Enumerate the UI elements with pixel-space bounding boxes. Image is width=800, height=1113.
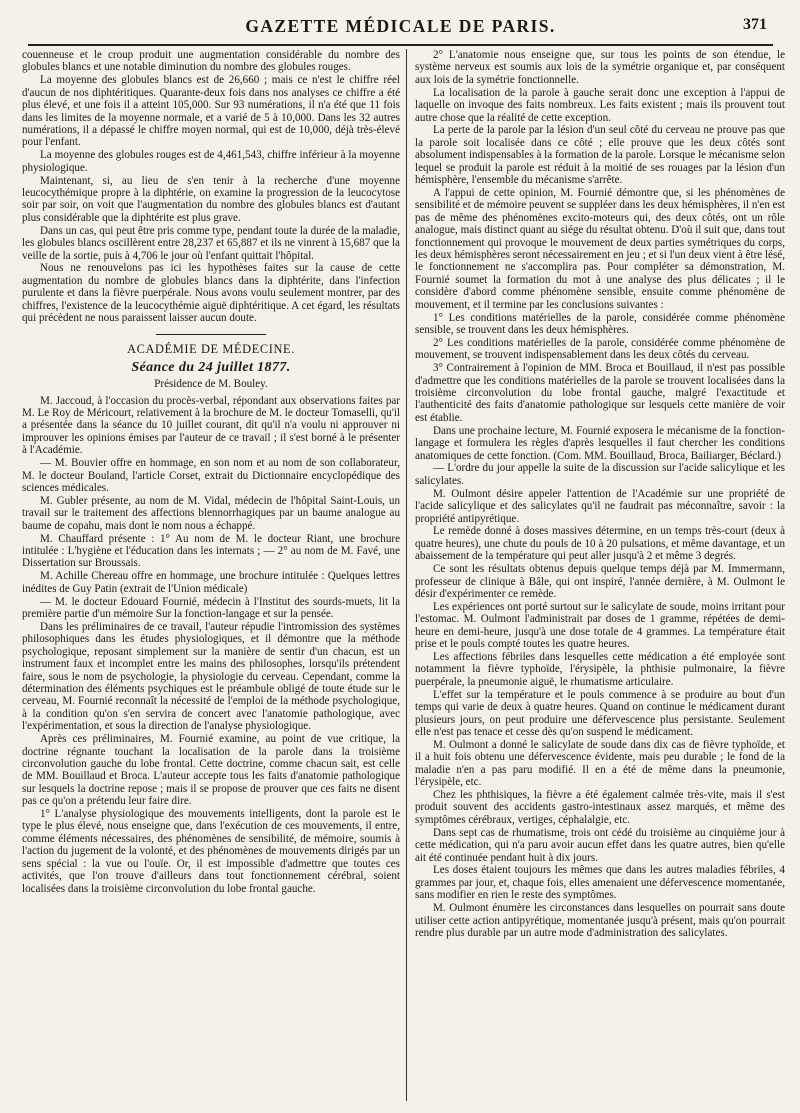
- section-separator: [156, 334, 266, 335]
- paragraph: M. Achille Chereau offre en hommage, une brochure intitulée : Quelques lettres inédites de Guy Patin (extrait de l'Union médicale): [22, 570, 400, 595]
- paragraph: M. Oulmont a donné le salicylate de soude dans dix cas de fièvre typhoïde, et il a huit fois obtenu une défervescence évidente, mais peu durable ; le fond de la maladie n'en a pas paru modifié. Il en a été de même dans la pneumonie, l'érysipèle, etc.: [415, 738, 785, 789]
- paragraph: — L'ordre du jour appelle la suite de la discussion sur l'acide salicylique et les salicylates.: [415, 462, 785, 487]
- paragraph: 2° Les conditions matérielles de la parole, considérée comme phénomène de mouvement, se trouvent indispensablement dans les deux côtés du cerveau.: [415, 336, 785, 362]
- paragraph: 2° L'anatomie nous enseigne que, sur tous les points de son étendue, le système nerveux est soumis aux lois de la symétrie organique et, par conséquent aux lois de la symétrie fonctionnelle.: [415, 49, 785, 86]
- journal-title: GAZETTE MÉDICALE DE PARIS.: [245, 16, 556, 36]
- session-title: Séance du 24 juillet 1877.: [131, 359, 291, 375]
- paragraph: M. Gubler présente, au nom de M. Vidal, médecin de l'hôpital Saint-Louis, un travail sur le traitement des affections blennorrhagiques par un baume analogue au baume de copahu, mais dont le nom nous a échappé.: [22, 494, 400, 532]
- paragraph: Maintenant, si, au lieu de s'en tenir à la recherche d'une moyenne leucocythémique propre à la diphtérie, on examine la progression de la leucocytose soir par soir, on voit que l'augmentation du nombre des globules blancs est d'autant plus considérable que la diphtérite est plus grave.: [22, 174, 400, 224]
- paragraph: Dans une prochaine lecture, M. Fournié exposera le mécanisme de la fonction-langage et formulera les règles d'après lesquelles il faut chercher les conditions anatomiques de cette fonction. (Com. MM. Bouillaud, Broca, Bailiarger, Béclard.): [415, 424, 785, 462]
- paragraph: — M. Bouvier offre en hommage, en son nom et au nom de son collaborateur, M. le docteur Bouland, l'article Corset, extrait du Dictionnaire encyclopédique des sciences médicales.: [22, 457, 400, 494]
- paragraph: Les doses étaient toujours les mêmes que dans les autres maladies fébriles, 4 grammes par jour, et, chaque fois, elles amenaient une défervescence momentanée, sans modifier en rien le reste des symptômes.: [415, 864, 785, 902]
- paragraph: A l'appui de cette opinion, M. Fournié démontre que, si les phénomènes de sensibilité et de mémoire peuvent se suppléer dans les deux hémisphères, il n'en est pas de même des phénomènes excito-moteurs qui, des deux côtés, ont un rôle analogue, mais distinct quant au siége du résultat obtenu. D'où il suit que, dans tout fonctionnement qui provoque le mouvement de deux parties symétriques du corps, les deux hémisphères seront nécessairement en jeu ; et si l'un deux vient à être lésé, le fonctionnement ne s'accomplira pas. Pour compléter sa démonstration, M. Fournié soumet la formation du mot à une analyse des plus délicates ; il le considère d'abord comme phénomène sensible, ensuite comme phénomène de mouvement, et il termine par les conclusions suivantes :: [415, 186, 785, 311]
- column-divider: [406, 49, 407, 1101]
- paragraph: 3° Contrairement à l'opinion de MM. Broca et Bouillaud, il n'est pas possible d'admettre que les conditions matérielles de la parole se trouvent localisées dans la troisième circonvolution du lobe frontal gauche, malgré l'exactitude et l'authenticité des faits d'anatomie pathologique sur lesquels cette manière de voir est établie.: [415, 362, 785, 424]
- paragraph: M. Oulmont désire appeler l'attention de l'Académie sur une propriété de l'acide salicylique et des salicylates qu'il ne faudrait pas méconnaître, savoir : la propriété antipyrétique.: [415, 487, 785, 525]
- section-title: ACADÉMIE DE MÉDECINE.: [127, 342, 295, 357]
- paragraph: La moyenne des globules blancs est de 26,660 ; mais ce n'est le chiffre réel d'aucun de nos diphtéritiques. Quarante-deux fois dans nos analyses ce chiffre a été plus élevé, et une fois il a atteint 105,000. Sur 93 numérations, il n'a été que 11 fois dans les limites de la moyenne normale, et a varié de 5 à 10,000. Dans les 32 autres numérations, il a dépassé le chiffre moyen normal, qui est de 10,000, déjà très-élevé pour l'enfant.: [22, 74, 400, 149]
- paragraph: Ce sont les résultats obtenus depuis quelque temps déjà par M. Immermann, professeur de clinique à Bâle, qui ont inspiré, l'année dernière, à M. Oulmont le désir d'expérimenter ce remède.: [415, 563, 785, 600]
- paragraph: 1° L'analyse physiologique des mouvements intelligents, dont la parole est le type le plus élevé, nous enseigne que, dans l'exécution de ces mouvements, il entre, comme éléments nécessaires, des phénomènes de sensibilité, de mémoire, soumis à l'action du jugement de la volonté, et des phénomènes de mouvements dirigés par un sens spécial : la vue ou l'ouïe. Or, il est impossible d'admettre que toutes ces activités, que l'on trouve d'ailleurs dans tout fonctionnement cérébral, soient localisées dans la troisième circonvolution du lobe frontal gauche.: [22, 808, 400, 895]
- paragraph: 1° Les conditions matérielles de la parole, considérée comme phénomène sensible, se trouvent dans les deux hémisphères.: [415, 311, 785, 336]
- paragraph: M. Jaccoud, à l'occasion du procès-verbal, répondant aux observations faites par M. Le Roy de Méricourt, relativement à la brochure de M. le docteur Tomaselli, qu'il a présentée dans la séance du 10 juillet courant, dit qu'il n'a voulu ni approuver ni improuver les opinions émises par l'auteur de ce travail ; il s'est borné à le présenter à l'Académie.: [22, 394, 400, 457]
- right-column: [415, 49, 785, 1101]
- paragraph: Dans sept cas de rhumatisme, trois ont cédé du troisième au cinquième jour à cette médication, qui n'a paru avoir aucun effet dans les quatre autres, bien qu'elle ait été continuée pendant huit à dix jours.: [415, 826, 785, 864]
- paragraph: Après ces préliminaires, M. Fournié examine, au point de vue critique, la doctrine régnante touchant la localisation de la parole dans la troisième circonvolution gauche du lobe frontal. Cette doctrine, comme chacun sait, est celle de MM. Bouillaud et Broca. L'auteur accepte tous les faits d'anatomie pathologique sur lesquels la doctrine repose ; mais il se propose de prouver que ces faits ne disent pas ce qu'on a prétendu leur faire dire.: [22, 733, 400, 808]
- paragraph: Les affections fébriles dans lesquelles cette médication a été employée sont notamment la fièvre typhoïde, l'érysipèle, la phthisie pulmonaire, la fièvre puerpérale, la pneumonie aiguë, le rhumatisme articulaire.: [415, 651, 785, 688]
- paragraph: M. Oulmont énumère les circonstances dans lesquelles on pourrait sans doute utiliser cette action antipyrétique, momentanée jusqu'à présent, mais qu'on pourrait rendre plus durable par un autre mode d'administration des salicylates.: [415, 902, 785, 939]
- paragraph: La perte de la parole par la lésion d'un seul côté du cerveau ne prouve pas que la parole soit localisée dans ce côté ; elle prouve que les deux côtés sont absolument indispensables à la formation de la parole. Lorsque le mécanisme selon lequel se produit la parole est réduit à la moitié de ses rouages par la lésion d'un hémisphère, l'ensemble du mécanisme s'arrête.: [415, 124, 785, 187]
- page-header: [28, 14, 773, 46]
- paragraph: M. Chauffard présente : 1° Au nom de M. le docteur Riant, une brochure intitulée : L'hygiène et l'éducation dans les internats ; — 2° au nom de M. Favé, une Dissertation sur Broussais.: [22, 532, 400, 570]
- paragraph: Les expériences ont porté surtout sur le salicylate de soude, moins irritant pour l'estomac. M. Oulmont l'administrait par doses de 1 gramme, répétées de demi-heure en demi-heure, jusqu'à une dose totale de 4 grammes. La température était prise et le pouls compté toutes les quatre heures.: [415, 600, 785, 651]
- paragraph: Dans un cas, qui peut être pris comme type, pendant toute la durée de la maladie, les globules blancs oscillèrent entre 28,237 et 65,887 et ils ne vinrent à 15,687 que la veille de la sortie, puis à 4,706 le jour où l'enfant quittait l'hôpital.: [22, 224, 400, 262]
- paragraph: Nous ne renouvelons pas ici les hypothèses faites sur la cause de cette augmentation du nombre de globules blancs dans la diphtérite, dans l'infection purulente et dans la fièvre puerpérale. Nous avons voulu seulement montrer, par des chiffres, l'existence de la leucocythémie aiguë diphtéritique. A cet égard, les résultats qui précèdent ne nous paraissent laisser aucun doute.: [22, 262, 400, 325]
- paragraph: — M. le docteur Edouard Fournié, médecin à l'Institut des sourds-muets, lit la première partie d'un mémoire Sur la fonction-langage et sur la pensée.: [22, 595, 400, 621]
- paragraph: Le remède donné à doses massives détermine, en un temps très-court (deux à quatre heures), une chute du pouls de 10 à 20 pulsations, et même davantage, et un abaissement de la température qui peut aller jusqu'à 2 et même 3 degrés.: [415, 525, 785, 563]
- paragraph: couenneuse et le croup produit une augmentation considérable du nombre des globules blancs et une notable diminution du nombre des globules rouges.: [22, 49, 400, 74]
- paragraph: La localisation de la parole à gauche serait donc une exception à l'appui de laquelle on invoque des faits nombreux. Les faits existent ; mais ils prouvent tout autre chose que la réalité de cette exception.: [415, 86, 785, 124]
- paragraph: La moyenne des globules rouges est de 4,461,543, chiffre inférieur à la moyenne physiologique.: [22, 149, 400, 174]
- paragraph: L'effet sur la température et le pouls commence à se produire au bout d'un temps qui varie de deux à quatre heures. Quand on continue le médicament durant plusieurs jours, on peut produire une défervescence plus persistante. Seulement elle n'est pas tenace et cesse dès qu'on suspend le médicament.: [415, 688, 785, 738]
- page-number: 371: [743, 16, 767, 33]
- left-column: [22, 49, 400, 1101]
- presidency-line: Présidence de M. Bouley.: [154, 378, 268, 391]
- paragraph: Dans les préliminaires de ce travail, l'auteur répudie l'intromission des systèmes philosophiques dans les études physiologiques, et il démontre que la méthode psychologique, reposant simplement sur la manière de sentir d'un chacun, est un instrument faux et incomplet entre les mains des philosophes, lorsqu'ils prétendent faire, sous le nom de psychologie, la physiologie du cerveau. Cependant, comme la détermination des éléments psychiques est le préambule obligé de toute étude sur le cerveau, M. Fournié reconnaît la nécessité de l'emploi de la méthode psychologique, à la condition qu'on s'en servira de concert avec l'anatomie pathologique, avec l'expérimentation, et sous la direction de l'analyse physiologique.: [22, 620, 400, 733]
- paragraph: Chez les phthisiques, la fièvre a été également calmée très-vite, mais il s'est produit souvent des accidents gastro-intestinaux assez marqués, et même des symptômes cérébraux, vertiges, céphalalgie, etc.: [415, 788, 785, 826]
